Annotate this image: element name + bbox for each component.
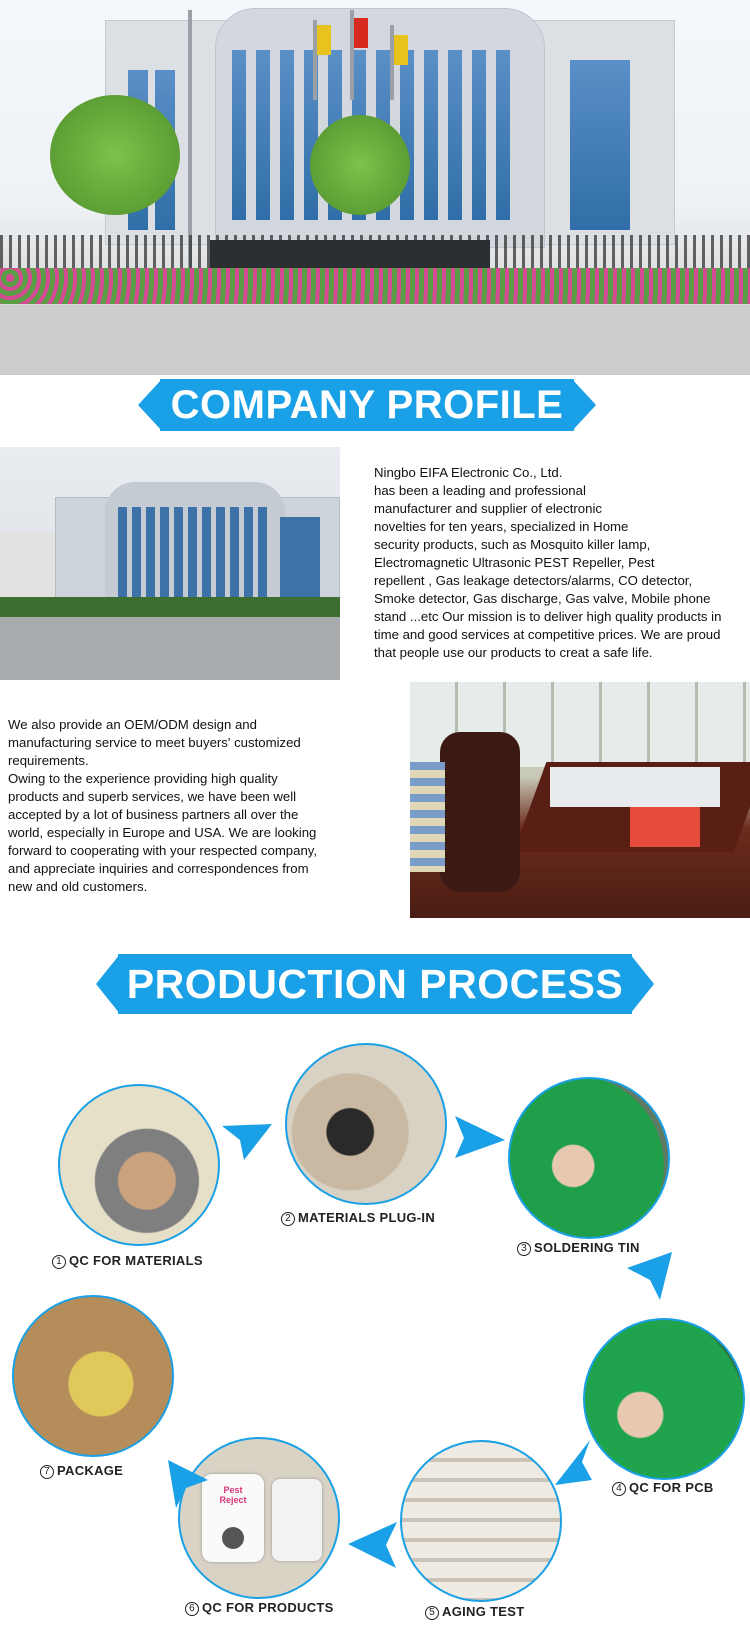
production-process-title: PRODUCTION PROCESS: [126, 961, 624, 1007]
arrow-icon: [627, 1252, 672, 1300]
arrow-icon: [455, 1116, 505, 1158]
product-logo: Pest Reject: [219, 1485, 247, 1505]
step-1-label: 1 QC FOR MATERIALS: [52, 1253, 203, 1269]
step-7-label: 7 PACKAGE: [40, 1463, 123, 1479]
arrow-icon: [168, 1460, 208, 1508]
step-2-label: 2 MATERIALS PLUG-IN: [281, 1210, 435, 1226]
flower-bed: [0, 268, 750, 304]
company-profile-banner: [138, 379, 596, 431]
arrow-icon: [348, 1522, 397, 1568]
step-3-label: 3 SOLDERING TIN: [517, 1240, 640, 1256]
hero-building-photo: [0, 0, 750, 375]
step-5-label: 5 AGING TEST: [425, 1604, 524, 1620]
office-interior-photo: [410, 682, 750, 918]
profile-paragraph-1: Ningbo EIFA Electronic Co., Ltd. has been a leading and professional manufacturer and supplier of electronic novelties for ten years, specialized in Home security products, such as Mosquito killer lamp, Electromagnetic Ultrasonic PEST Repeller, Pest repellent , Gas leakage detectors/alarms, CO detector, Smoke detector, Gas discharge, Gas valve, Mobile phone stand ...etc Our mission is to deliver high quality products in time and good services at competitive prices. We are proud that people use our products to creat a safe life.: [374, 465, 722, 660]
arrow-icon: [222, 1124, 272, 1160]
road: [0, 305, 750, 375]
office-building-photo: [0, 447, 340, 680]
step-4-label: 4 QC FOR PCB: [612, 1480, 714, 1496]
process-arrows: [0, 1040, 750, 1630]
profile-paragraph-2: We also provide an OEM/ODM design and manufacturing service to meet buyers' customized requirements. Owing to the experience providing high quality products and superb services, we have been well accepted by a lot of business partners all over the world, especially in Europe and USA. We are looking forward to cooperating with your respected company, and appreciate inquiries and correspondences from new and old customers.: [8, 717, 318, 894]
step-6-label: 6 QC FOR PRODUCTS: [185, 1600, 334, 1616]
arrow-icon: [555, 1440, 592, 1485]
production-process-banner: [96, 954, 654, 1014]
company-profile-title: COMPANY PROFILE: [170, 383, 564, 427]
